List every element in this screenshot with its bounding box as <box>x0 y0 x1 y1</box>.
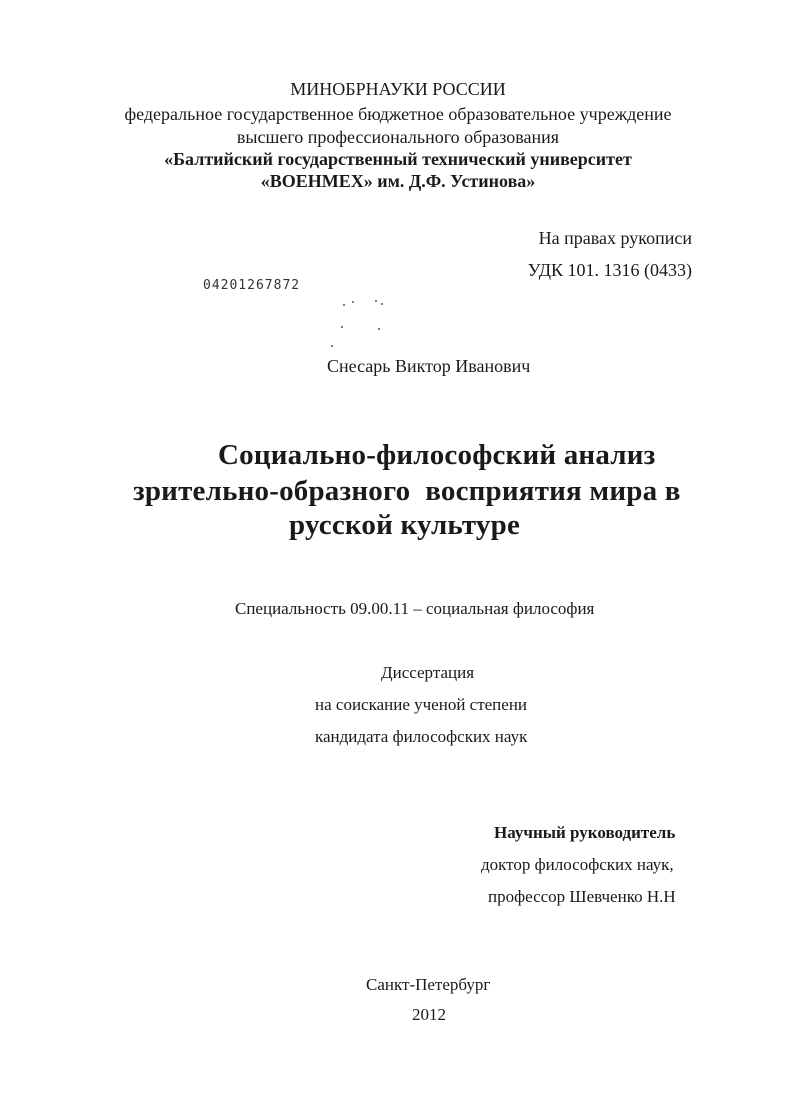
university-name-line1: «Балтийский государственный технический университет <box>164 149 632 169</box>
supervisor-name: профессор Шевченко Н.Н <box>488 887 676 906</box>
dissertation-title-line2: зрительно-образного восприятия мира в <box>133 475 681 507</box>
supervisor-degree: доктор философских наук, <box>481 855 674 874</box>
inventory-number: 04201267872 <box>203 278 301 293</box>
udk-code: УДК 101. 1316 (0433) <box>527 260 692 280</box>
university-name-line2: «ВОЕНМЕХ» им. Д.Ф. Устинова» <box>260 171 536 191</box>
specialty: Специальность 09.00.11 – социальная философия <box>235 599 595 618</box>
author-name: Снесарь Виктор Иванович <box>327 356 531 376</box>
manuscript-rights: На правах рукописи <box>538 228 692 248</box>
degree-work-type: Диссертация <box>381 663 475 682</box>
dissertation-title-line3: русской культуре <box>289 509 521 541</box>
year: 2012 <box>412 1005 446 1024</box>
education-level: высшего профессионального образования <box>236 127 560 147</box>
institution-type: федеральное государственное бюджетное образовательное учреждение <box>124 104 672 124</box>
supervisor-heading: Научный руководитель <box>494 823 676 842</box>
degree-name: кандидата философских наук <box>315 727 528 746</box>
ministry-name: МИНОБРНАУКИ РОССИИ <box>290 79 506 99</box>
dissertation-title-line1: Социально-философский анализ <box>218 439 656 471</box>
degree-purpose: на соискание ученой степени <box>315 695 528 714</box>
city: Санкт-Петербург <box>366 975 491 994</box>
